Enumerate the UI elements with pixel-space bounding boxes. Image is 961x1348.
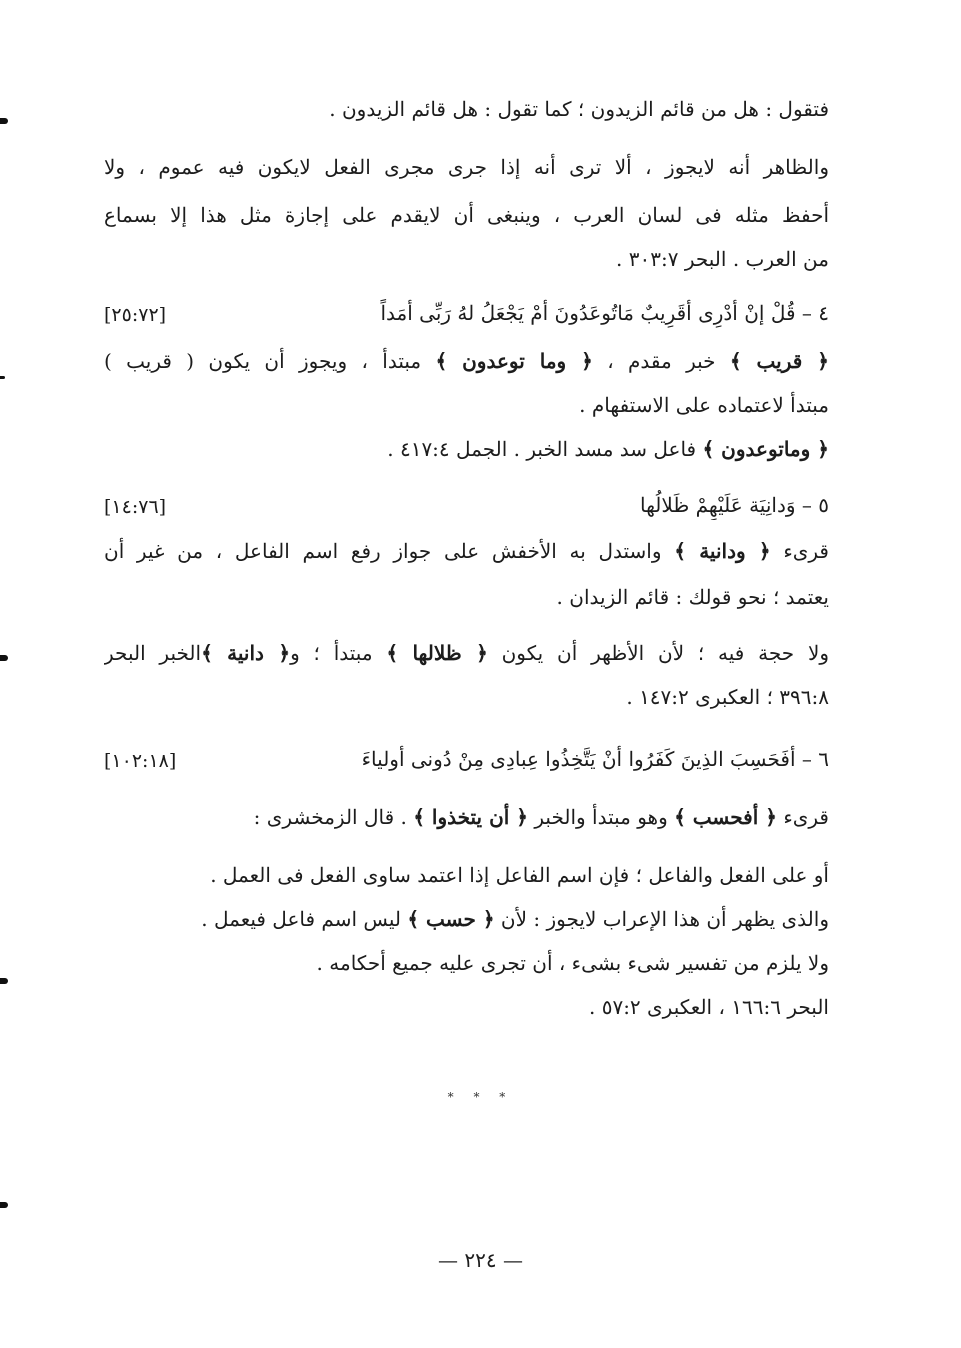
bold-term: ﴿ دانية ﴾	[201, 641, 291, 665]
margin-mark	[0, 1202, 8, 1208]
text-line: والظاهر أنه لايجوز ، ألا ترى أنه إذا جرى مجرى الفعل لايكون فيه عموم ، ولا	[104, 155, 829, 179]
text-line: ولا يلزم من تفسير شىء بشىء ، أن تجرى عليه جميع أحكامه .	[316, 951, 829, 975]
text-line: أو على الفعل والفاعل ؛ فإن اسم الفاعل إذا اعتمد ساوى الفعل فى العمل .	[210, 863, 829, 887]
text-line: أحفظ مثله فى لسان العرب ، وينبغى أن لايقدم على إجازة مثل هذا إلا بسماع	[104, 203, 829, 227]
text-line	[104, 536, 829, 566]
text-line	[104, 346, 829, 376]
text-span: خبر مقدم ،	[592, 349, 730, 373]
text-span: . قال الزمخشرى :	[253, 805, 414, 829]
verse-reference: [١٤:٧٦]	[104, 496, 167, 518]
bold-term: ﴿ ظلالها ﴾	[386, 641, 488, 665]
text-span: مبتدأ ، ويجوز أن يكون ( قريب )	[104, 349, 436, 373]
text-line: من العرب . البحر ٣٠٣:٧ .	[616, 247, 829, 271]
bold-term: ﴿ قريب ﴾	[729, 349, 829, 373]
text-line	[104, 904, 829, 934]
text-span: وهو مبتدأ والخبر	[528, 805, 675, 829]
margin-mark	[0, 118, 8, 124]
margin-mark	[0, 376, 5, 379]
text-line	[104, 802, 829, 832]
bold-term: ﴿ وما توعدون ﴾	[435, 349, 593, 373]
page-number: — ٢٢٤ —	[438, 1248, 523, 1272]
text-line: البحر ١٦٦:٦ ، العكبرى ٥٧:٢ .	[588, 995, 829, 1019]
text-span: الخبر البحر	[104, 641, 202, 665]
text-span: ليس اسم فاعل فيعمل .	[201, 907, 408, 931]
bold-term: ﴿ ودانية ﴾	[674, 539, 771, 563]
text-line: ٣٩٦:٨ ؛ العكبرى ١٤٧:٢ .	[626, 685, 829, 709]
text-span: فاعل سد مسد الخبر . الجمل ٤١٧:٤ .	[387, 437, 703, 461]
margin-mark	[0, 655, 8, 661]
text-span: ولا حجة فيه ؛ لأن الأظهر أن يكون	[487, 641, 829, 665]
text-span: واستدل به الأخفش على جواز رفع اسم الفاعل ، من غير أن	[104, 539, 675, 563]
bold-term: ﴿ وماتوعدون ﴾	[702, 437, 829, 461]
text-line	[104, 434, 829, 464]
bold-term: ﴿ حسب ﴾	[407, 907, 495, 931]
bold-term: ﴿ أن يتخذوا ﴾	[413, 805, 529, 829]
text-span: قرىء	[776, 805, 829, 829]
quran-verse: ٥ – وَدانِيَة عَلَيْهِمْ ظَلالُها	[639, 493, 829, 517]
verse-reference: [٢٥:٧٢]	[104, 304, 167, 326]
text-line: مبتدأ لاعتماده على الاستفهام .	[579, 393, 829, 417]
margin-mark	[0, 978, 8, 984]
section-separator: * * *	[447, 1090, 514, 1104]
text-line: فتقول : هل من قائم الزيدون ؛ كما تقول : هل قائم الزيدون .	[329, 97, 829, 121]
text-span: قرىء	[770, 539, 829, 563]
verse-reference: [١٠٢:١٨]	[104, 750, 177, 772]
text-span: مبتدأ ؛ و	[290, 641, 387, 665]
text-line	[104, 638, 829, 668]
quran-verse: ٤ – قُلْ إنْ أدْرِى أقَرِيبٌ مَاتُوعَدُونَ أمْ يَجْعَلُ لهُ رَبِّى أمَداً	[380, 301, 829, 325]
quran-verse: ٦ – أفَحَسِبَ الذِينَ كَفَرُوا أنْ يَتَّخِذُوا عِبادِى مِنْ دُونى أولياءَ	[361, 747, 829, 771]
text-span: والذى يظهر أن هذا الإعراب لايجوز : لأن	[494, 907, 829, 931]
bold-term: ﴿ أفحسب ﴾	[674, 805, 777, 829]
text-line: يعتمد ؛ نحو قولك : قائم الزيدان .	[556, 585, 829, 609]
